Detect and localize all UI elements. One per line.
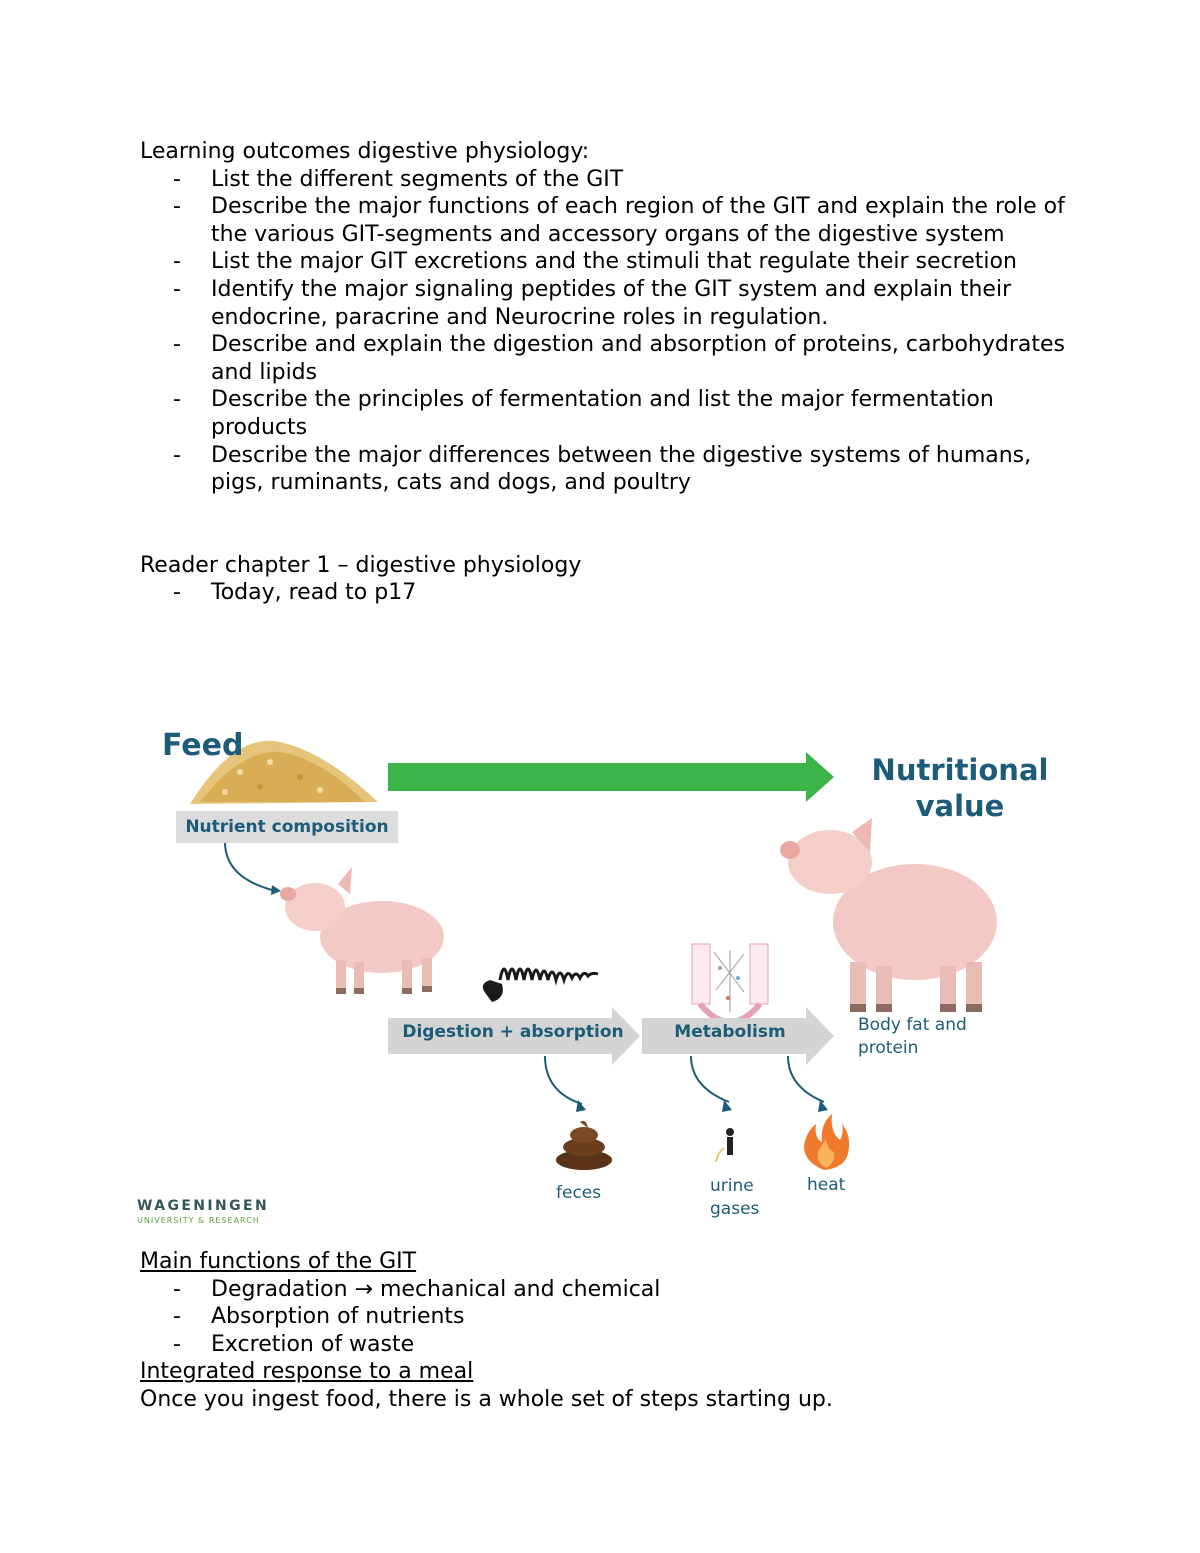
green-arrow [388,752,834,802]
list-item: - Describe and explain the digestion and absorption of proteins, carbohydrates and lipids [173,332,1065,385]
main-functions-list [140,1276,1080,1359]
feed-label: Feed [162,728,244,763]
metabolism-label: Metabolism [674,1022,786,1042]
bullet-dash: - [173,442,181,468]
metabolism-pathway-image [692,944,768,1022]
list-item: - Today, read to p17 [173,580,417,606]
body-fat-protein-label: Body fat and protein [858,1015,967,1058]
reader-list [140,579,1080,607]
document-body [140,138,1080,607]
bullet-dash: - [173,387,181,413]
wageningen-logo-subtitle: UNIVERSITY & RESEARCH [137,1216,260,1225]
wageningen-logo: WAGENINGEN [137,1198,270,1214]
list-item: - Identify the major signaling peptides of the GIT system and explain their endocrine, paracrine and Neurocrine roles in regulation. [173,276,1012,330]
bullet-dash: - [173,194,181,220]
bullet-dash: - [173,249,181,275]
bullet-dash: - [173,580,181,606]
learning-outcomes-heading: Learning outcomes digestive physiology: [140,139,590,164]
list-item: - List the major GIT excretions and the stimuli that regulate their secretion [173,249,1017,275]
list-item: - Degradation → mechanical and chemical [173,1276,661,1302]
integrated-response-text: Once you ingest food, there is a whole set of steps starting up. [140,1386,833,1412]
bullet-dash: - [173,276,181,302]
urine-person-icon [716,1128,734,1162]
bullet-dash: - [173,166,181,192]
list-item: - Absorption of nutrients [173,1304,465,1330]
document-body-continued [140,1248,1080,1414]
intestine-icon [483,969,598,1002]
bullet-dash: - [173,332,181,358]
list-item: - List the different segments of the GIT [173,166,624,192]
feces-icon [556,1121,612,1170]
small-pig-image [280,867,444,994]
list-item: - Excretion of waste [173,1331,415,1357]
list-item: - Describe the major functions of each region of the GIT and explain the role of the various GIT-segments and accessory organs of the digestive system [173,194,1065,247]
list-item: - Describe the principles of fermentation and list the major fermentation products [173,387,994,440]
list-item: - Describe the major differences between the digestive systems of humans, pigs, ruminants, cats and dogs, and poultry [173,442,1032,496]
heat-flame-icon [804,1114,849,1170]
large-pig-image [780,818,997,1012]
bullet-dash: - [173,1304,181,1330]
bullet-dash: - [173,1276,181,1302]
reader-heading: Reader chapter 1 – digestive physiology [140,552,582,578]
digestion-absorption-label: Digestion + absorption [402,1022,624,1042]
curved-arrow [691,1056,729,1102]
main-functions-heading: Main functions of the GIT [140,1249,417,1274]
integrated-response-heading: Integrated response to a meal [140,1359,474,1385]
curved-arrow [545,1056,582,1104]
nutrient-composition-box: Nutrient composition [176,811,398,843]
nutrition-flow-diagram [137,722,1060,1232]
bullet-dash: - [173,1331,181,1357]
feces-label: feces [556,1183,602,1203]
heat-label: heat [807,1175,846,1195]
learning-outcomes-list [140,166,1080,497]
arrowhead [271,885,281,895]
curved-arrow [225,842,272,890]
urine-gases-label: urine gases [710,1176,760,1219]
nutritional-value-label: Nutritional value [871,753,1049,823]
